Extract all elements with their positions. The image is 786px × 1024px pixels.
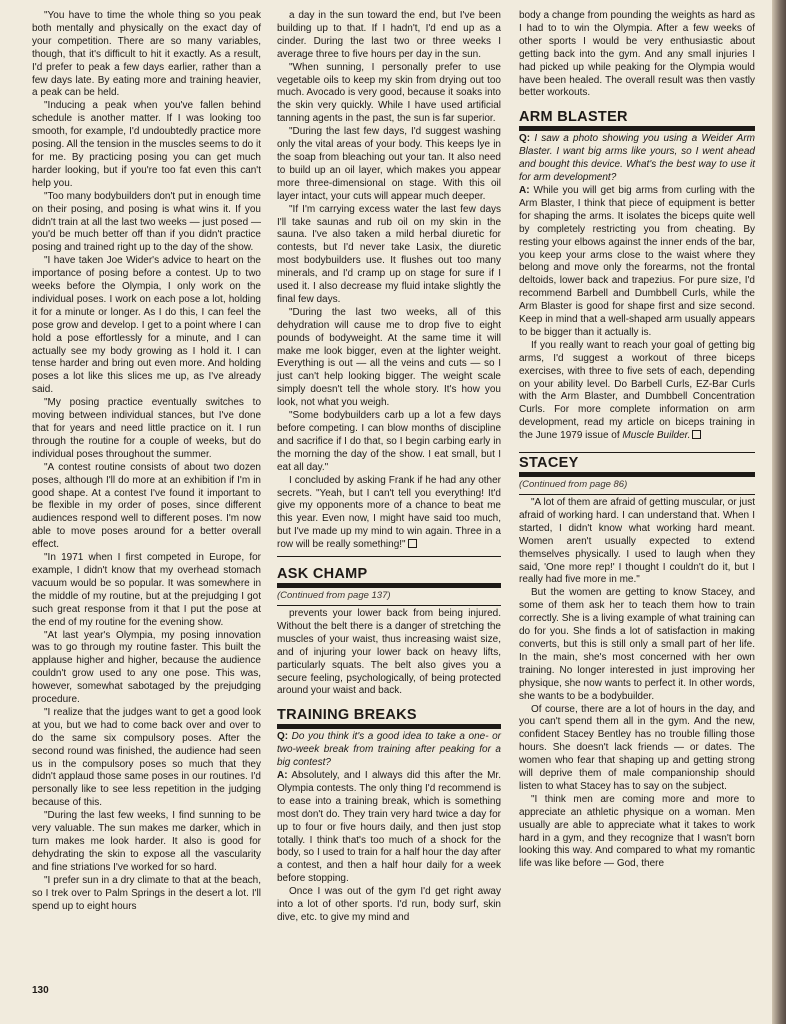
stacey-section	[519, 452, 755, 871]
heading-rule	[519, 126, 755, 131]
column-2	[277, 10, 501, 925]
body-paragraph: "During the last few weeks, I find sunning to be very valuable. The sun makes me darker, which in turn makes me look harder. It also is good for dehydrating the skin to expose all the vascularity and fine striations I've worked for so hard.	[32, 810, 261, 873]
question-label: Q:	[519, 133, 531, 145]
section-heading: STACEY	[519, 455, 579, 472]
body-paragraph: "A lot of them are afraid of getting muscular, or just afraid of working hard. I can understand that. When I started, I didn't know what working hard meant. Women aren't usually expected to extend themselves physically. I used to laugh when they said, 'One more rep!' I thought I couldn't do it, but I really had five more in me."	[519, 497, 755, 586]
answer-text: Absolutely, and I always did this after the Mr. Olympia contests. The only thing I'd recommend is to ease into a training break, which is something most don't do. They train very hard twice a day for up to four or five hours daily, and then just stop totally. I think that's too much of a shock for the body, so I used to train for a half hour the day after a contest, and then a half hour daily for a week before stopping.	[277, 770, 501, 885]
body-paragraph: "I think men are coming more and more to appreciate an athletic physique on a woman. Men usually are able to appreciate what it takes to work hard in a gym, and they recognize that I wasn't born looking this way. And compared to what my romantic life was like before — God, there	[519, 793, 755, 870]
answer-paragraph	[277, 770, 501, 886]
article-closing-text: I concluded by asking Frank if he had any other secrets. "Yeah, but I can't tell you everything! It'd give my opponents more of a chance to beat me this year. Even now, I might have said too much, but I've made up my mind to win again. Three in a row will be really something!"	[277, 474, 501, 551]
body-paragraph: "If I'm carrying excess water the last few days I'll take saunas and rub oil on my skin in the sauna. I've also taken a mild herbal diuretic for contests, but I'd never take Lasix, the diuretic most bodybuilders use. It flushes out too many minerals, and I'd cramp up on stage for sure if I used it. I also decrease my fluid intake slightly the final few days.	[277, 203, 501, 305]
body-paragraph: "Too many bodybuilders don't put in enough time on their posing, and posing is what wins it. If you didn't train at all the last two weeks — just posed — you'd be much better off than if you didn't practice posing and trained right up to the day of the show.	[32, 190, 261, 254]
body-paragraph: But the women are getting to know Stacey, and some of them ask her to teach them how to train correctly. She is a living example of what training can do for you. She finds a lot of satisfaction in making converts, but this is still only a small part of her life. In the main, she's most concerned with her own training. No longer interested in just improving her physique, she now wants to perfect it. In other words, she wants to be a bodybuilder.	[519, 587, 755, 702]
body-paragraph: "During the last few days, I'd suggest washing only the vital areas of your body. This keeps lye in the soap from bleaching out your tan. It also need to build up an oil layer, which makes you appear more three-dimensional on stage. With this oil layer intact, your cuts will appear much deeper.	[277, 126, 501, 202]
page-number: 130	[32, 985, 49, 996]
body-paragraph: "When sunning, I personally prefer to use vegetable oils to keep my skin from drying out too much. Avocado is very good, because it soaks into the skin very quickly. While I have used artificial tanning agents in the past, the sun is far superior.	[277, 61, 501, 125]
heading-rule	[519, 472, 755, 477]
divider	[277, 556, 501, 557]
body-paragraph: "During the last two weeks, all of this dehydration will cause me to drop five to eight pounds of bodyweight. At the same time it will make me look bigger, even at the lighter weight. Everything is out — all the veins and cuts — so I just can't help looking bigger. The weight scale simply doesn't tell the whole story. It's how you look, not what you weigh.	[277, 306, 501, 409]
divider	[519, 452, 755, 453]
body-paragraph: a day in the sun toward the end, but I've been building up to that. If I hadn't, I'd end up as a cinder. During the last two or three weeks I average three to five hours per day in the sun.	[277, 10, 501, 60]
body-paragraph: "I realize that the judges want to get a good look at you, but we had to come back over and over to do the same six compulsory poses. After the second round was finished, the audience had seen us in the compulsory poses so much that they didn't applaud those same poses in our routines. I'd personally like to see less repetition in the judging because of this.	[32, 706, 261, 809]
section-heading: ARM BLASTER	[519, 109, 628, 126]
question-label: Q:	[277, 731, 289, 743]
training-breaks-section	[277, 707, 501, 925]
body-paragraph: prevents your lower back from being injured. Without the belt there is a danger of stretching the muscles of your waist, thus increasing waist size, and of injuring your lower back on heavy lifts, particularly squats. The belt also gives you a secure feeling, psychologically, of being protected around your waist and back.	[277, 607, 501, 697]
body-paragraph: "Inducing a peak when you've fallen behind schedule is another matter. If I was looking too smooth, for example, I'd undoubtedly practice more posing. All the tension in the muscles seems to do it for me. By practicing posing you can get much harder looking, but if you're too fat even this can't help you.	[32, 100, 262, 189]
body-paragraph: "I have taken Joe Wider's advice to heart on the importance of posing before a contest. Up to two weeks before the Olympia, I only work on the individual poses. I work on each pose a lot, holding it for a minute or longer. As I do this, I can feel the pose grow and develop. I get to a point where I can hold a pose effortlessly for a minute, and I can actually see my body growing as I hold it. I can tense harder and bring out even more. And holding poses a lot like this slices me up, as I've already said.	[32, 255, 261, 396]
section-heading: TRAINING BREAKS	[277, 707, 417, 724]
answer-text: While you will get big arms from curling with the Arm Blaster, I think that piece of equipment is better for shaping the arms. It isolates the biceps quite well by completely restricting you from cheating. By resting your elbows against the inner ends of the bar, you keep your arms close to the waist where they belong and move only the forearms, not the frontal deltoids, lower back and trapezius. For pure size, I'd recommend Barbell and Dumbbell Curls, while the Arm Blaster is good for shape first and size second. Keep in mind that a well-shaped arm usually appears to be bigger than it actually is.	[519, 184, 755, 338]
continued-note: (Continued from page 137)	[277, 590, 501, 606]
column-1	[32, 10, 261, 913]
question-paragraph	[277, 731, 501, 770]
body-paragraph: "My posing practice eventually switches to moving between individual stances, but I've done that for years and need little practice on it. I run through the routine for a couple of weeks, but do individual poses throughout the summer.	[32, 397, 261, 460]
body-paragraph: "You have to time the whole thing so you peak both mentally and physically on the exact day of your competition. There are so many variables, though, that it's difficult to hit it exactly. As a result, I'd prefer to peak a few days earlier, rather than a few days late. By eating more and training heavier, a peak can be held.	[32, 10, 261, 99]
body-paragraph: "A contest routine consists of about two dozen poses, although I'll do more at an exhibition if I'm in good shape. At a contest I've found it important to be flexible in my order of poses, since different audiences respond well to different poses. I'm now able to move poses around for a better overall effect.	[32, 461, 261, 551]
heading-rule	[277, 724, 501, 729]
end-mark-icon	[692, 430, 701, 439]
continued-note: (Continued from page 86)	[519, 479, 755, 495]
body-paragraph: Once I was out of the gym I'd get right away into a lot of other sports. I'd run, body surf, skin dive, etc. to give my mind and	[277, 886, 501, 923]
question-paragraph	[519, 133, 755, 185]
answer-text: If you really want to reach your goal of getting big arms, I'd suggest a workout of three biceps exercises, with three to five sets of each, depending on your ability level. Do Barbell Curls, EZ-Bar Curls with the Arm Blaster, and Dumbbell Concentration Curls. For more complete information on arm development, read my article on biceps training in the June 1979 issue of	[519, 339, 755, 442]
body-paragraph: Of course, there are a lot of hours in the day, and you can't spend them all in the gym. And the new, confident Stacey Bentley has no trouble filling those hours. She doesn't lack friends — or dates. The women who fear that shaping up and getting strong will deprive them of male companionship should listen to what Stacey has to say on the subject.	[519, 703, 755, 792]
question-text: Do you think it's a good idea to take a one- or two-week break from training after peaking for a big contest?	[277, 731, 501, 769]
arm-blaster-section	[519, 109, 755, 443]
end-mark-icon	[408, 539, 417, 548]
question-text: I saw a photo showing you using a Weider Arm Blaster. I want big arms like yours, so I went ahead and bought this device. What's the best way to use it for arm development?	[519, 133, 755, 184]
body-paragraph: "At last year's Olympia, my posing innovation was to go through my routine faster. This built the applause higher and higher, because the audience couldn't grow used to any one pose. This was, however, somewhat sabotaged by the prejudging procedure.	[32, 629, 261, 706]
column-3	[519, 10, 755, 871]
answer-label: A:	[519, 184, 530, 196]
page-spine	[772, 0, 786, 1024]
body-paragraph: "Some bodybuilders carb up a lot a few days before competing. I can blow months of discipline and sacrifice if I do that, so I begin carbing early in the morning the day of the show. I eat small, but I eat all day."	[277, 410, 501, 473]
answer-label: A:	[277, 770, 288, 782]
body-paragraph: body a change from pounding the weights as hard as I had to to win the Olympia. After a few weeks of other sports I would be very enthusiastic about getting back into the gym. And any small injuries I had picked up while peaking for the Olympia would have been healed. The overall result was then vastly better workouts.	[519, 10, 755, 99]
answer-paragraph	[519, 185, 755, 340]
ask-champ-section	[277, 566, 501, 698]
body-paragraph	[277, 475, 501, 552]
body-paragraph: "In 1971 when I first competed in Europe, for example, I didn't know that my overhead stomach vacuum would be so popular. It was somewhere in the middle of my routine, but at the prejudging I got such great response from it that I put the pose at the end of my routine for the evening show.	[32, 552, 261, 628]
heading-rule	[277, 583, 501, 588]
body-paragraph: "I prefer sun in a dry climate to that at the beach, so I trek over to Palm Springs in the desert a lot. I'll spend up to eight hours	[32, 874, 261, 912]
body-paragraph	[519, 340, 755, 443]
section-heading: ASK CHAMP	[277, 566, 368, 583]
magazine-title: Muscle Builder.	[622, 430, 691, 442]
